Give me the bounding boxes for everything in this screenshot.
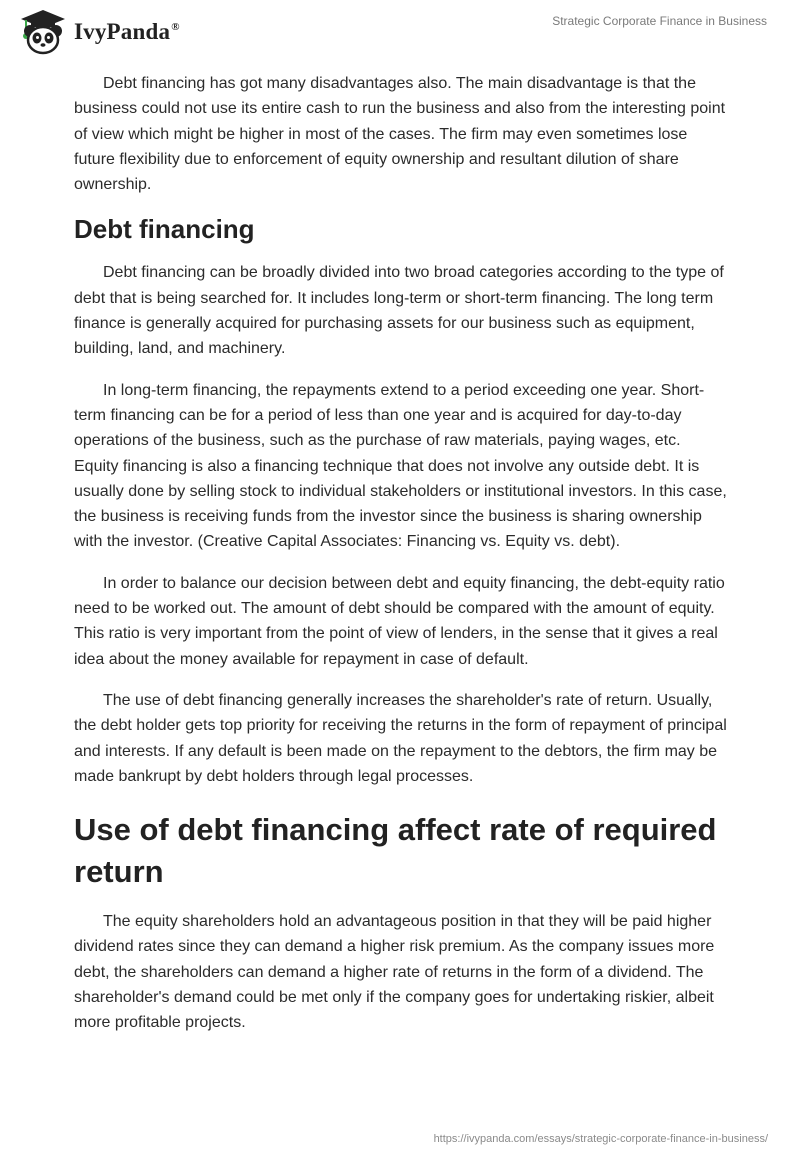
panda-graduate-icon [18,8,68,56]
registered-mark: ® [171,21,180,34]
brand-logo[interactable] [18,8,180,56]
paragraph-4: In order to balance our decision between debt and equity financing, the debt-equity ratio need to be worked out. The amount of debt should be compared with the amount of equity. This ratio is very important from the point of view of lenders, in the sense that it gives a real idea about the money available for repayment in case of default. [74,574,725,668]
document-title: Strategic Corporate Finance in Business [552,14,767,28]
paragraph-2: Debt financing can be broadly divided into two broad categories according to the type of debt that is being searched for. It includes long-term or short-term financing. The long term finance is generally acquired for purchasing assets for our business such as equipment, building, land, and machinery. [74,264,724,358]
article-body [74,71,728,1052]
source-url[interactable]: https://ivypanda.com/essays/strategic-corporate-finance-in-business/ [433,1133,768,1145]
paragraph-1: Debt financing has got many disadvantages also. The main disadvantage is that the business could not use its entire cash to run the business and also from the interesting point of view which might be higher in most of the cases. The firm may even sometimes lose future flexibility due to enforcement of equity ownership and resultant dilution of share ownership. [74,75,726,194]
heading-required-return: Use of debt financing affect rate of required return [74,812,717,890]
brand-name: IvyPanda® [74,19,180,44]
paragraph-5: The use of debt financing generally increases the shareholder's rate of return. Usually, the debt holder gets top priority for receiving the returns in the form of repayment of principal and interests. If any default is been made on the repayment to the debtors, the firm may be made bankrupt by debt holders through legal processes. [74,691,727,785]
paragraph-3: In long-term financing, the repayments extend to a period exceeding one year. Short-term financing can be for a period of less than one year and is acquired for day-to-day operations of the business, such as the purchase of raw materials, paying wages, etc. Equity financing is also a financing technique that does not involve any outside debt. It is usually done by selling stock to individual stakeholders or institutional investors. In this case, the business is receiving funds from the investor since the business is sharing ownership with the investor. (Creative Capital Associates: Financing vs. Equity vs. debt). [74,381,727,551]
paragraph-6: The equity shareholders hold an advantageous position in that they will be paid higher dividend rates since they can demand a higher risk premium. As the company issues more debt, the shareholders can demand a higher rate of returns in the form of a dividend. The shareholder's demand could be met only if the company goes for undertaking riskier, albeit more profitable projects. [74,913,715,1032]
heading-debt-financing: Debt financing [74,214,255,245]
page-header [0,0,800,66]
